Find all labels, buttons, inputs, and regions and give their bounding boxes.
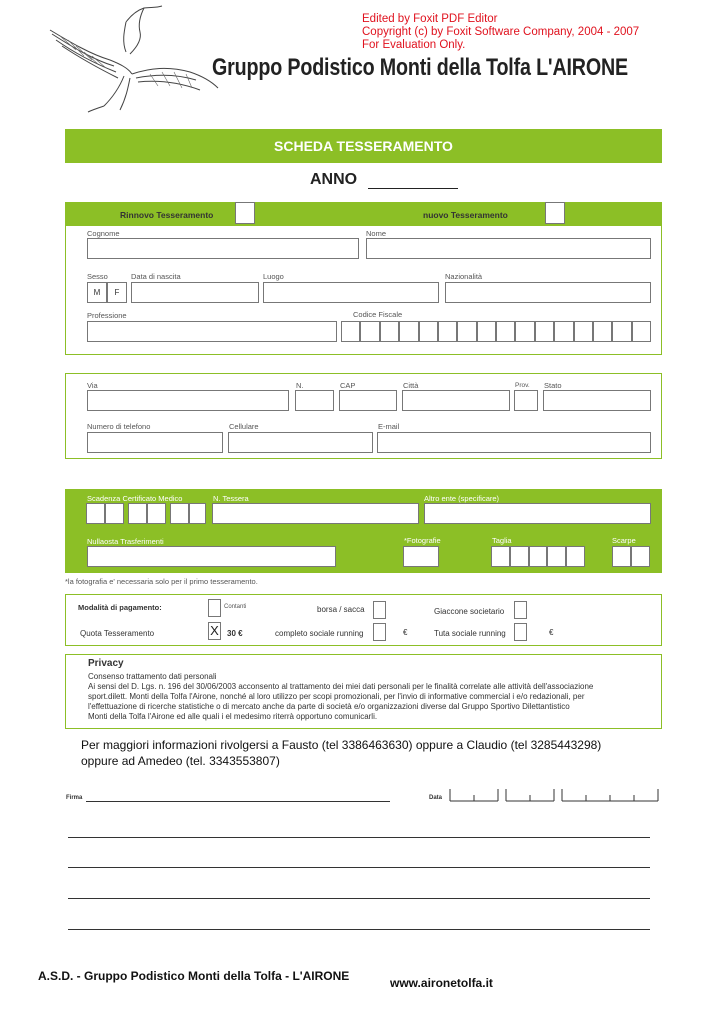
prov-field[interactable] bbox=[514, 390, 538, 411]
codice-fiscale-label: Codice Fiscale bbox=[353, 310, 403, 319]
taglia-cell[interactable] bbox=[566, 546, 585, 567]
cf-cell[interactable] bbox=[612, 321, 631, 342]
privacy-text: Consenso trattamento dati personali Ai sensi del D. Lgs. n. 196 del 30/06/2003 acconsento al trattamento dei miei dati personali per le finalità correlate alle attività dell'associazione sport.dilett. Monti della Tolfa l'Airone, nonché al loro utilizzo per scopi promozionali, per l'invio di informative commercial i e/o redazionali, per l'effettuazione di ricerche statistiche o di mercato anche da parte di società e/o organizzazioni diverse dal Gruppo Sportivo Dilettantistico Monti della Tolfa l'Airone ed alle quali i el medesimo riterrà opportuno comunicarli. bbox=[88, 672, 594, 721]
payment-section bbox=[65, 594, 662, 646]
scadenza-cells bbox=[86, 503, 206, 524]
scarpe-cell[interactable] bbox=[631, 546, 650, 567]
nuovo-checkbox[interactable] bbox=[545, 202, 565, 224]
photo-footnote: *la fotografia e' necessaria solo per il primo tesseramento. bbox=[65, 577, 258, 586]
privacy-title: Privacy bbox=[88, 658, 124, 669]
luogo-label: Luogo bbox=[263, 272, 284, 281]
borsa-checkbox[interactable] bbox=[373, 601, 386, 619]
completo-checkbox[interactable] bbox=[373, 623, 386, 641]
data-nascita-label: Data di nascita bbox=[131, 272, 181, 281]
via-label: Via bbox=[87, 381, 98, 390]
firma-line[interactable] bbox=[86, 801, 390, 802]
cf-cell[interactable] bbox=[457, 321, 476, 342]
nome-field[interactable] bbox=[366, 238, 651, 259]
nazionalita-label: Nazionalità bbox=[445, 272, 483, 281]
codice-fiscale-cells bbox=[341, 321, 651, 342]
prov-label: Prov. bbox=[515, 382, 530, 389]
contanti-checkbox[interactable] bbox=[208, 599, 221, 617]
rinnovo-label: Rinnovo Tesseramento bbox=[120, 210, 214, 220]
luogo-field[interactable] bbox=[263, 282, 439, 303]
citta-label: Città bbox=[403, 381, 419, 390]
professione-field[interactable] bbox=[87, 321, 337, 342]
scarpe-cells bbox=[612, 546, 650, 567]
foxit-watermark: Edited by Foxit PDF Editor Copyright (c) by Foxit Software Company, 2004 - 2007 For Evaluation Only. bbox=[362, 13, 640, 51]
date-cell[interactable] bbox=[105, 503, 124, 524]
rinnovo-checkbox[interactable] bbox=[235, 202, 255, 224]
cf-cell[interactable] bbox=[360, 321, 379, 342]
firma-label: Firma bbox=[66, 795, 83, 801]
nullaosta-label: Nullaosta Trasferimenti bbox=[87, 537, 164, 546]
borsa-label: borsa / sacca bbox=[317, 605, 365, 614]
taglia-cell[interactable] bbox=[547, 546, 566, 567]
cf-cell[interactable] bbox=[477, 321, 496, 342]
taglia-cell[interactable] bbox=[529, 546, 548, 567]
tuta-checkbox[interactable] bbox=[514, 623, 527, 641]
date-input-boxes[interactable] bbox=[448, 787, 660, 803]
citta-field[interactable] bbox=[402, 390, 510, 411]
quota-amount: 30 € bbox=[227, 629, 243, 638]
nuovo-label: nuovo Tesseramento bbox=[423, 210, 508, 220]
telefono-field[interactable] bbox=[87, 432, 223, 453]
stato-field[interactable] bbox=[543, 390, 651, 411]
sesso-label: Sesso bbox=[87, 272, 108, 281]
anno-input-line[interactable] bbox=[368, 188, 458, 189]
cf-cell[interactable] bbox=[438, 321, 457, 342]
telefono-label: Numero di telefono bbox=[87, 422, 151, 431]
page-title: Gruppo Podistico Monti della Tolfa L'AIRONE bbox=[212, 54, 629, 81]
cf-cell[interactable] bbox=[632, 321, 651, 342]
date-cell[interactable] bbox=[189, 503, 206, 524]
completo-label: completo sociale running bbox=[275, 629, 364, 638]
note-line[interactable] bbox=[68, 898, 650, 899]
stato-label: Stato bbox=[544, 381, 562, 390]
cf-cell[interactable] bbox=[535, 321, 554, 342]
cellulare-field[interactable] bbox=[228, 432, 373, 453]
anno-label: ANNO bbox=[310, 171, 358, 188]
quota-checkbox[interactable]: X bbox=[208, 622, 221, 640]
form-banner: SCHEDA TESSERAMENTO bbox=[65, 129, 662, 163]
taglia-label: Taglia bbox=[492, 536, 512, 545]
note-line[interactable] bbox=[68, 867, 650, 868]
nullaosta-field[interactable] bbox=[87, 546, 336, 567]
contact-info: Per maggiori informazioni rivolgersi a Fausto (tel 3386463630) oppure a Claudio (tel 3285443298) oppure ad Amedeo (tel. 3343553807) bbox=[81, 738, 602, 768]
altro-ente-label: Altro ente (specificare) bbox=[424, 494, 500, 503]
data-label: Data bbox=[429, 795, 443, 801]
tessera-label: N. Tessera bbox=[213, 494, 249, 503]
taglia-cell[interactable] bbox=[491, 546, 510, 567]
giaccone-checkbox[interactable] bbox=[514, 601, 527, 619]
cf-cell[interactable] bbox=[419, 321, 438, 342]
email-field[interactable] bbox=[377, 432, 651, 453]
footer-association: A.S.D. - Gruppo Podistico Monti della Tolfa - L'AIRONE bbox=[38, 969, 350, 983]
fotografie-label: *Fotografie bbox=[404, 536, 441, 545]
note-line[interactable] bbox=[68, 929, 650, 930]
scadenza-label: Scadenza Certificato Medico bbox=[87, 494, 183, 503]
professione-label: Professione bbox=[87, 311, 127, 320]
tessera-field[interactable] bbox=[212, 503, 419, 524]
taglia-cell[interactable] bbox=[510, 546, 529, 567]
via-field[interactable] bbox=[87, 390, 289, 411]
date-cell[interactable] bbox=[128, 503, 147, 524]
nazionalita-field[interactable] bbox=[445, 282, 651, 303]
date-cell[interactable] bbox=[170, 503, 189, 524]
nome-label: Nome bbox=[366, 229, 387, 238]
cognome-label: Cognome bbox=[87, 229, 120, 238]
cap-label: CAP bbox=[340, 381, 356, 390]
email-label: E-mail bbox=[378, 422, 400, 431]
altro-ente-field[interactable] bbox=[424, 503, 651, 524]
tuta-label: Tuta sociale running bbox=[434, 629, 506, 638]
heron-logo bbox=[40, 2, 220, 114]
contanti-label: Contanti bbox=[224, 604, 247, 610]
note-line[interactable] bbox=[68, 837, 650, 838]
sex-f-box[interactable]: F bbox=[107, 282, 127, 303]
footer-website[interactable]: www.aironetolfa.it bbox=[390, 976, 493, 990]
cf-cell[interactable] bbox=[554, 321, 573, 342]
completo-euro: € bbox=[403, 628, 408, 637]
taglia-cells bbox=[491, 546, 585, 567]
tuta-euro: € bbox=[549, 628, 554, 637]
cf-cell[interactable] bbox=[341, 321, 360, 342]
n-label: N. bbox=[296, 381, 304, 390]
quota-label: Quota Tesseramento bbox=[80, 629, 155, 638]
sex-m-box[interactable]: M bbox=[87, 282, 107, 303]
cognome-field[interactable] bbox=[87, 238, 359, 259]
cf-cell[interactable] bbox=[515, 321, 534, 342]
cf-cell[interactable] bbox=[593, 321, 612, 342]
date-cell[interactable] bbox=[86, 503, 105, 524]
modalita-label: Modalità di pagamento: bbox=[78, 603, 162, 612]
cellulare-label: Cellulare bbox=[229, 422, 259, 431]
data-nascita-field[interactable] bbox=[131, 282, 259, 303]
fotografie-field[interactable] bbox=[403, 546, 439, 567]
cf-cell[interactable] bbox=[496, 321, 515, 342]
cf-cell[interactable] bbox=[399, 321, 418, 342]
cap-field[interactable] bbox=[339, 390, 397, 411]
date-cell[interactable] bbox=[147, 503, 166, 524]
cf-cell[interactable] bbox=[380, 321, 399, 342]
scarpe-label: Scarpe bbox=[612, 536, 636, 545]
cf-cell[interactable] bbox=[574, 321, 593, 342]
scarpe-cell[interactable] bbox=[612, 546, 631, 567]
n-field[interactable] bbox=[295, 390, 334, 411]
giaccone-label: Giaccone societario bbox=[434, 607, 505, 616]
